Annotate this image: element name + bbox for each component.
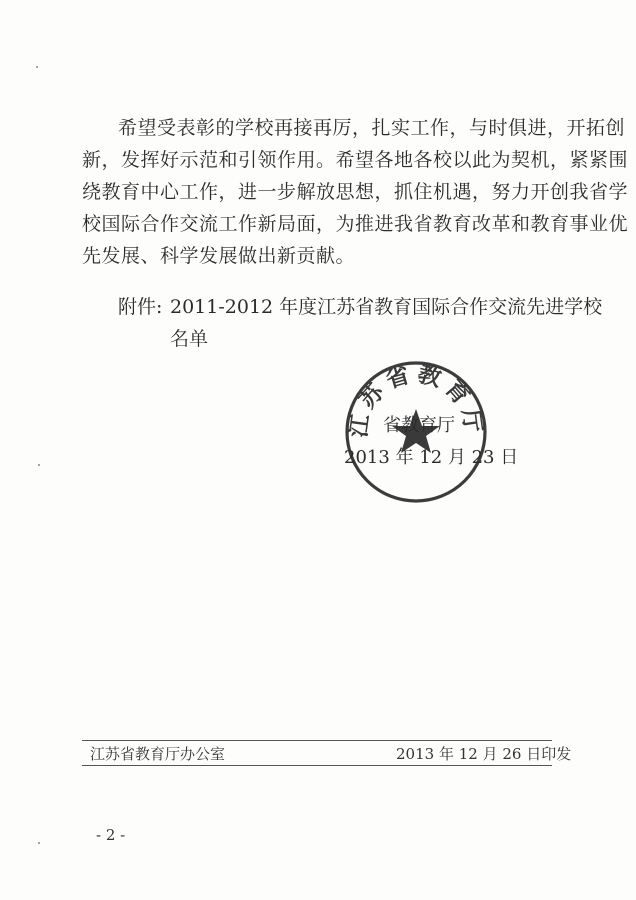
footer-rule-bottom [82,765,552,766]
scan-speck [36,66,38,68]
body-line: 先发展、科学发展做出新贡献。 [82,245,356,267]
footer-rule-top [82,740,552,741]
footer-print-date: 2013 年 12 月 26 日印发 [396,745,572,763]
issuer-name: 省教育厅 [383,415,455,436]
issue-date: 2013 年 12 月 23 日 [344,447,519,468]
attachment-title: 2011-2012 年度江苏省教育国际合作交流先进学校 [170,296,603,318]
footer-office: 江苏省教育厅办公室 [90,745,226,763]
body-line: 新，发挥好示范和引领作用。希望各地各校以此为契机，紧紧围 [82,149,629,171]
body-line: 绕教育中心工作，进一步解放思想，抓住机遇，努力开创我省学 [82,181,629,203]
page-number: - 2 - [96,826,126,844]
attachment-title-continued: 名单 [170,328,209,350]
body-line: 希望受表彰的学校再接再厉，扎实工作，与时俱进，开拓创 [118,117,626,139]
scan-speck [38,842,40,844]
scan-speck [38,464,40,466]
seal-text: 江苏省教育厅 [344,360,488,440]
body-line: 校国际合作交流工作新局面，为推进我省教育改革和教育事业优 [82,213,629,235]
attachment-label: 附件: [118,296,163,318]
